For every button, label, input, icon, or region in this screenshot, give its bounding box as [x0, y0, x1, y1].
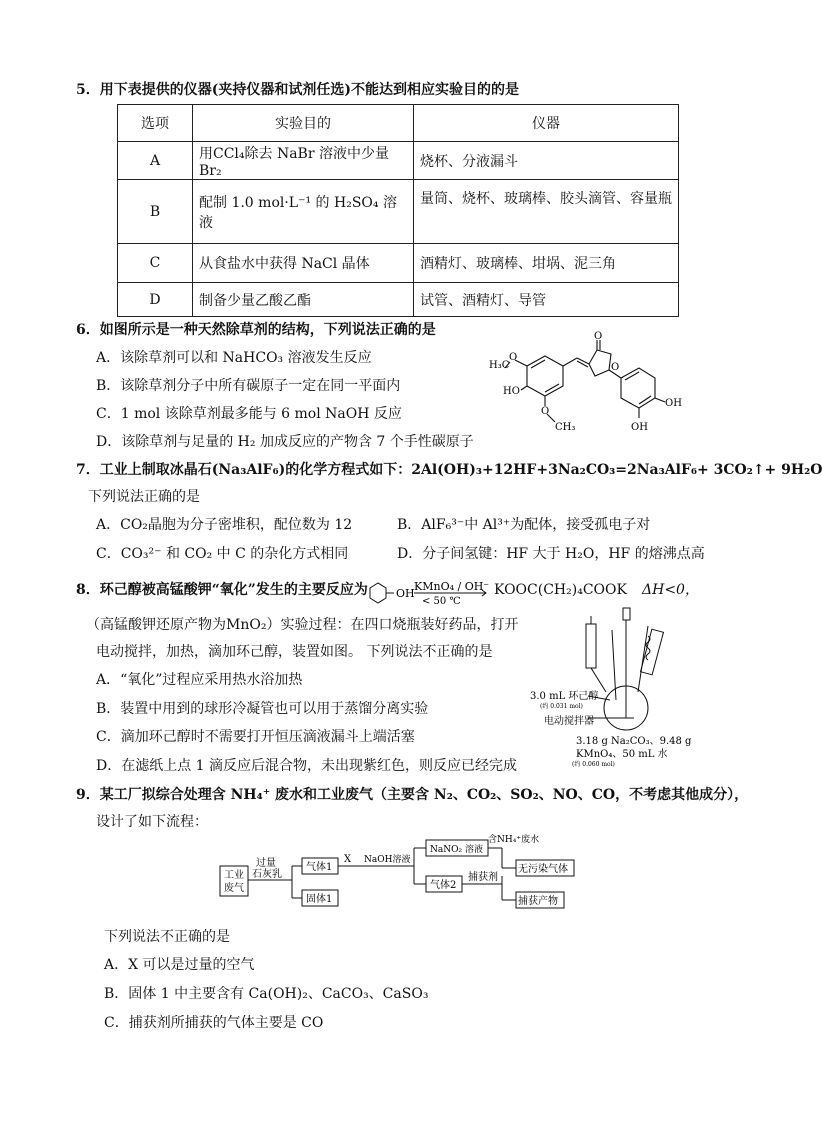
q9-stem: 9．某工厂拟综合处理含 NH₄⁺ 废水和工业废气（主要含 N₂、CO₂、SO₂、NO、CO，不考虑其他成分）， — [76, 787, 749, 803]
q6-option-b: B．该除草剂分子中所有碳原子一定在同一平面内 — [96, 378, 401, 394]
flow-gas1: 气体1 — [306, 862, 333, 873]
q8-line3: 电动搅拌，加热，滴加环己醇，装置如图。 下列说法不正确的是 — [96, 644, 493, 660]
struct-label-oh1: OH — [665, 398, 682, 409]
flow-source-1: 工业 — [224, 870, 244, 881]
q8-option-a: A．“氧化”过程应采用热水浴加热 — [96, 672, 303, 688]
q6-option-a: A．该除草剂可以和 NaHCO₃ 溶液发生反应 — [96, 350, 372, 366]
q6-option-d: D．该除草剂与足量的 H₂ 加成反应的产物含 7 个手性碳原子 — [96, 434, 474, 450]
struct-label-h3c: H₃C — [489, 360, 510, 371]
q6-stem: 6．如图所示是一种天然除草剂的结构，下列说法正确的是 — [76, 322, 436, 338]
struct-label-ch3: CH₃ — [555, 422, 576, 433]
table-row — [118, 142, 679, 180]
q7-option-b: B．AlF₆³⁻中 Al³⁺为配体，接受孤电子对 — [397, 517, 651, 533]
q8-stem: 8．环己醇被高锰酸钾“氧化”发生的主要反应为 — [76, 582, 368, 598]
table-row — [118, 180, 679, 244]
header-purpose: 实验目的 — [193, 105, 414, 142]
flow-lime-1: 过量 — [256, 858, 276, 869]
flow-clean-gas: 无污染气体 — [518, 864, 568, 875]
row-apparatus: 酒精灯、玻璃棒、坩埚、泥三角 — [414, 244, 679, 283]
flow-source-2: 废气 — [224, 883, 244, 894]
table-header-row — [118, 105, 679, 142]
row-apparatus: 烧杯、分液漏斗 — [414, 142, 679, 180]
q8-option-c: C．滴加环己醇时不需要打开恒压滴液漏斗上端活塞 — [96, 729, 415, 745]
flow-x: X — [344, 854, 352, 865]
q7-option-d: D．分子间氢键：HF 大于 H₂O，HF 的熔沸点高 — [397, 546, 705, 562]
table-row — [118, 244, 679, 283]
q8-option-d: D．在滤纸上点 1 滴反应后混合物，未出现紫红色，则反应已经完成 — [96, 758, 518, 774]
flow-solid1: 固体1 — [306, 894, 333, 905]
q9-flowchart — [218, 834, 588, 914]
q7-option-c: C．CO₃²⁻ 和 CO₂ 中 C 的杂化方式相同 — [96, 546, 349, 562]
header-option: 选项 — [118, 105, 193, 142]
row-purpose: 从食盐水中获得 NaCl 晶体 — [193, 244, 414, 283]
flow-naoh: NaOH溶液 — [364, 855, 411, 865]
q5-table — [117, 104, 679, 317]
struct-label-oh2: OH — [631, 422, 648, 433]
row-purpose: 制备少量乙酸乙酯 — [193, 283, 414, 317]
row-option: C — [118, 244, 193, 283]
label-reagents-2: KMnO₄、50 mL 水 — [576, 749, 668, 760]
row-option: A — [118, 142, 193, 180]
flow-lime-2: 石灰乳 — [252, 869, 282, 880]
q7-option-a: A．CO₂晶胞为分子密堆积，配位数为 12 — [96, 517, 353, 533]
q9-stem3: 下列说法不正确的是 — [104, 929, 230, 945]
q8-product: KOOC(CH₂)₄COOK — [494, 582, 627, 598]
q7-stem: 7．工业上制取冰晶石(Na₃AlF₆)的化学方程式如下：2Al(OH)₃+12HF+3Na₂CO₃=2Na₃AlF₆+ 3CO₂↑+ 9H₂O — [76, 462, 822, 478]
arrow-bottom-label: < 50 ℃ — [422, 596, 461, 607]
struct-label-o1: O — [509, 352, 518, 363]
row-apparatus: 试管、酒精灯、导管 — [414, 283, 679, 317]
flow-gas2: 气体2 — [430, 880, 457, 891]
q8-enthalpy: ΔH<0， — [642, 582, 699, 598]
q9-option-c: C．捕获剂所捕获的气体主要是 CO — [104, 1015, 324, 1031]
flow-nh4-wastewater: 含NH₄⁺废水 — [488, 835, 540, 845]
struct-label-ho: HO — [503, 386, 520, 397]
row-option: B — [118, 180, 193, 244]
row-apparatus: 量筒、烧杯、玻璃棒、胶头滴管、容量瓶 — [414, 180, 679, 244]
q9-stem2: 设计了如下流程： — [96, 814, 208, 830]
q9-option-a: A．X 可以是过量的空气 — [104, 957, 255, 973]
apparatus-figure — [528, 600, 698, 770]
row-option: D — [118, 283, 193, 317]
q8-option-b: B．装置中用到的球形冷凝管也可以用于蒸馏分离实验 — [96, 701, 429, 717]
q5-stem: 5．用下表提供的仪器(夹持仪器和试剂任选)不能达到相应实验目的的是 — [76, 82, 519, 98]
reactant-oh: OH — [396, 587, 415, 600]
q6-option-c: C．1 mol 该除草剂最多能与 6 mol NaOH 反应 — [96, 406, 402, 422]
struct-label-o2: O — [541, 406, 550, 417]
row-purpose: 配制 1.0 mol·L⁻¹ 的 H₂SO₄ 溶液 — [193, 180, 414, 244]
q9-option-b: B．固体 1 中主要含有 Ca(OH)₂、CaCO₃、CaSO₃ — [104, 986, 429, 1002]
flow-nano2: NaNO₂ 溶液 — [430, 845, 483, 855]
row-purpose: 用CCl₄除去 NaBr 溶液中少量 Br₂ — [193, 142, 414, 180]
struct-label-o3: O — [594, 331, 603, 342]
label-reagents-1: 3.18 g Na₂CO₃、9.48 g — [576, 736, 692, 747]
arrow-top-label: KMnO₄ / OH⁻ — [414, 580, 490, 593]
struct-label-o4: O — [611, 362, 620, 373]
flow-capture: 捕获剂 — [468, 872, 498, 883]
label-stirrer: 电动搅拌器 — [544, 716, 594, 727]
q7-stem2: 下列说法正确的是 — [88, 489, 200, 505]
label-reagents-mol: (约 0.060 mol) — [572, 761, 615, 768]
flow-product: 捕获产物 — [518, 896, 558, 907]
herbicide-structure — [485, 330, 680, 435]
label-cyclohexanol: 3.0 mL 环己醇 — [530, 691, 599, 702]
table-row — [118, 283, 679, 317]
label-cyclohexanol-mol: (约 0.031 mol) — [540, 703, 583, 710]
q8-line2: （高锰酸钾还原产物为MnO₂）实验过程：在四口烧瓶装好药品，打开 — [86, 617, 519, 633]
header-apparatus: 仪器 — [414, 105, 679, 142]
